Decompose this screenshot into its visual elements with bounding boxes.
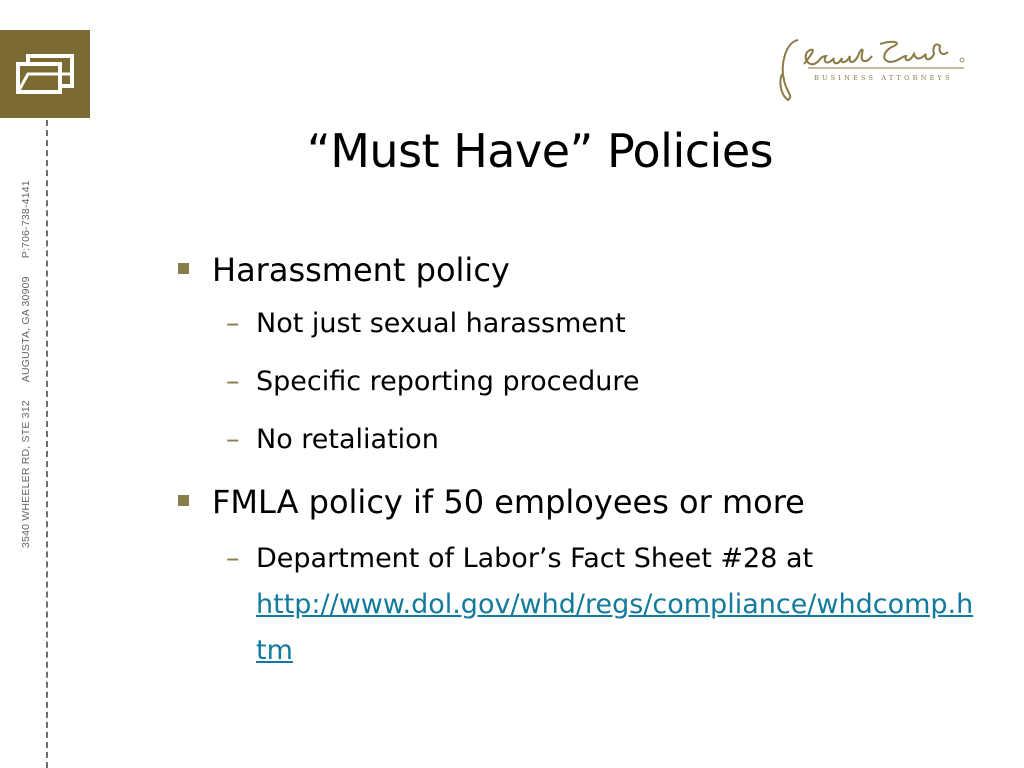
firm-logo — [768, 34, 968, 104]
signature-logo — [768, 34, 968, 104]
folder-icon — [14, 50, 76, 98]
sub-bullet — [178, 302, 978, 346]
sub-bullet-text: No retaliation — [256, 424, 439, 455]
sub-bullet-text: Department of Labor’s Fact Sheet #28 at — [256, 543, 814, 574]
dash-bullet-icon: – — [226, 543, 240, 574]
bullet-fmla-policy — [178, 476, 978, 528]
sub-bullet — [178, 536, 976, 674]
address-city: AUGUSTA, GA 30909 — [20, 276, 32, 383]
slide-content — [178, 244, 978, 674]
brand-box — [0, 30, 90, 118]
bullet-text: Harassment policy — [212, 251, 510, 289]
sub-bullet — [178, 418, 978, 462]
dash-bullet-icon: – — [226, 424, 240, 455]
firm-subtitle: BUSINESS ATTORNEYS — [814, 74, 953, 82]
square-bullet-icon — [178, 263, 189, 274]
dol-fact-sheet-link[interactable]: http://www.dol.gov/whd/regs/compliance/whdcomp.htm — [256, 589, 974, 666]
sub-bullet — [178, 360, 978, 404]
address-street: 3540 WHEELER RD, STE 312 — [20, 400, 32, 548]
sub-bullet-text: Specific reporting procedure — [256, 366, 640, 397]
square-bullet-icon — [178, 495, 189, 506]
dash-bullet-icon: – — [226, 366, 240, 397]
sub-bullet-text: Not just sexual harassment — [256, 308, 626, 339]
dash-bullet-icon: – — [226, 308, 240, 339]
bullet-harassment-policy — [178, 244, 978, 296]
bullet-text: FMLA policy if 50 employees or more — [212, 483, 805, 521]
address-phone: P:706-738-4141 — [20, 180, 32, 259]
dashed-divider — [46, 120, 48, 768]
contact-address — [20, 180, 32, 548]
slide-title: “Must Have” Policies — [306, 124, 774, 178]
